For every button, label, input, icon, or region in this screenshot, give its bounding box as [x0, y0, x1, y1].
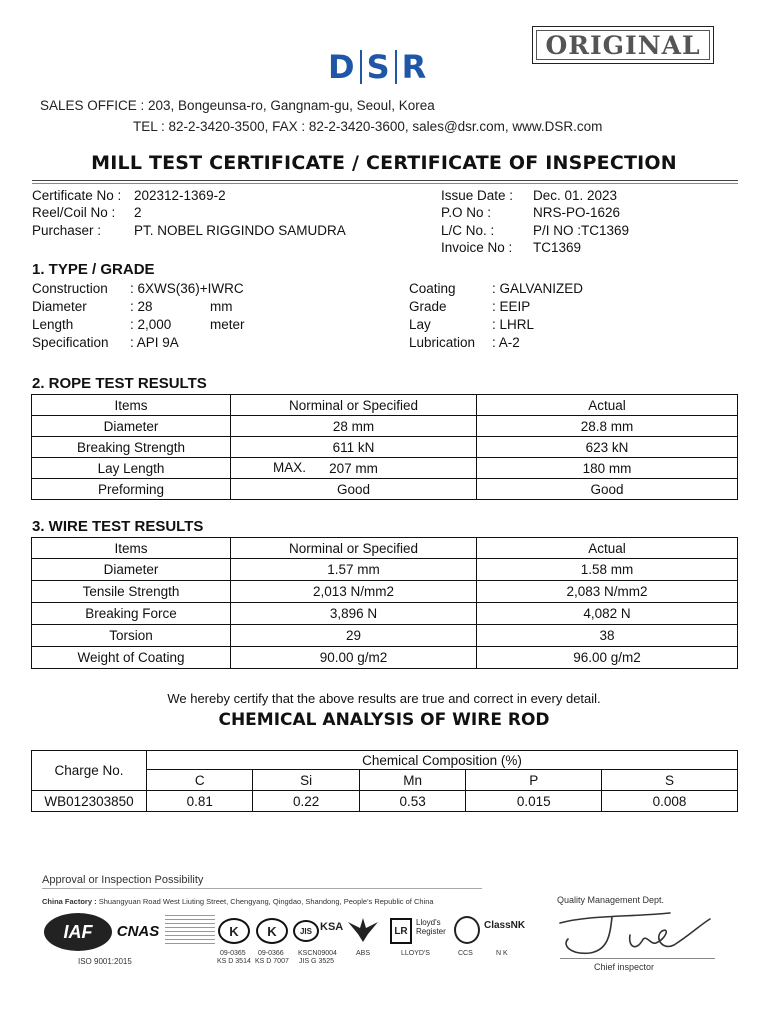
issue-date-label: Issue Date : [441, 188, 514, 203]
charge-no-value: WB012303850 [32, 791, 147, 812]
wire-spec: 2,013 N/mm2 [231, 581, 477, 603]
rope-actual: Good [477, 479, 738, 500]
iso-label: ISO 9001:2015 [78, 957, 132, 966]
construction-label: Construction [32, 281, 108, 296]
element-value: 0.53 [359, 791, 465, 812]
header-nominal: Norminal or Specified [231, 395, 477, 416]
footer-rule [42, 888, 482, 889]
specification-value: : API 9A [130, 335, 179, 350]
signature-line [560, 958, 715, 959]
lloyds-register-logo [390, 918, 412, 944]
iaf-logo [44, 913, 112, 951]
ks2-standard: KS D 7007 [255, 958, 289, 965]
composition-header: Chemical Composition (%) [147, 751, 738, 770]
rope-item: Preforming [32, 479, 231, 500]
table-header-row [32, 751, 738, 770]
logo-letter-r: R [401, 48, 427, 86]
rope-spec: 207 mm [329, 460, 378, 476]
element-header: Si [253, 770, 359, 791]
logo-letter-d: D [328, 48, 355, 86]
wire-spec: 1.57 mm [231, 559, 477, 581]
sales-office: SALES OFFICE : 203, Bongeunsa-ro, Gangnam-gu, Seoul, Korea [40, 98, 435, 113]
rope-spec: 611 kN [231, 437, 477, 458]
length-value: : 2,000 [130, 317, 172, 332]
type-grade-heading: 1. TYPE / GRADE [32, 261, 155, 278]
element-header: S [602, 770, 738, 791]
certificate-no-label: Certificate No : [32, 188, 122, 203]
wire-spec: 29 [231, 625, 477, 647]
wire-actual: 96.00 g/m2 [477, 647, 738, 669]
logo-divider [360, 50, 362, 84]
issue-date-value: Dec. 01. 2023 [533, 188, 618, 203]
rope-spec: 28 mm [231, 416, 477, 437]
lubrication-label: Lubrication [409, 335, 476, 350]
table-row [32, 479, 738, 500]
cnas-text: CNAS [116, 922, 160, 940]
po-no-label: P.O No : [441, 205, 492, 220]
table-row [32, 416, 738, 437]
purchaser-label: Purchaser : [32, 223, 102, 238]
classnk-logo: ClassNK [484, 920, 526, 931]
nk-label: N K [496, 950, 508, 957]
cnas-caption-icon [165, 915, 215, 945]
wire-actual: 4,082 N [477, 603, 738, 625]
table-row [32, 437, 738, 458]
lay-label: Lay [409, 317, 431, 332]
wire-test-table [31, 537, 738, 669]
jis-mark-icon [293, 920, 319, 942]
ks-mark-icon [256, 918, 288, 944]
wire-item: Diameter [32, 559, 231, 581]
rope-test-heading: 2. ROPE TEST RESULTS [32, 375, 207, 392]
grade-label: Grade [409, 299, 447, 314]
purchaser-value: PT. NOBEL RIGGINDO SAMUDRA [134, 223, 346, 238]
dsr-logo [328, 48, 426, 86]
chemical-table [31, 750, 738, 812]
abs-eagle-icon [346, 914, 380, 944]
ks-mark-icon [218, 918, 250, 944]
lloyds-lr-text: LR [394, 925, 408, 937]
lubrication-value: : A-2 [492, 335, 520, 350]
ks1-number: 09-0365 [220, 950, 246, 957]
header-items: Items [32, 538, 231, 559]
element-value: 0.008 [602, 791, 738, 812]
lloyds-register-text: Lloyd's Register [416, 918, 446, 936]
ksa-logo: KSA [320, 921, 344, 933]
element-header: C [147, 770, 253, 791]
rope-actual: 180 mm [477, 458, 738, 479]
wire-item: Breaking Force [32, 603, 231, 625]
element-header: P [466, 770, 602, 791]
title-rule [32, 183, 738, 184]
wire-spec: 90.00 g/m2 [231, 647, 477, 669]
abs-label: ABS [356, 950, 371, 957]
table-row [32, 559, 738, 581]
element-value: 0.015 [466, 791, 602, 812]
table-row [32, 458, 738, 479]
original-stamp [532, 26, 714, 64]
grade-value: : EEIP [492, 299, 531, 314]
wire-item: Torsion [32, 625, 231, 647]
logo-letter-s: S [366, 48, 390, 86]
ccs-label: CCS [458, 950, 473, 957]
lc-no-value: P/I NO :TC1369 [533, 223, 630, 238]
rope-actual: 623 kN [477, 437, 738, 458]
wire-spec: 3,896 N [231, 603, 477, 625]
rope-item: Lay Length [32, 458, 231, 479]
document-title: MILL TEST CERTIFICATE / CERTIFICATE OF INSPECTION [91, 152, 677, 174]
table-row [32, 791, 738, 812]
title-rule [32, 180, 738, 181]
header-actual: Actual [477, 395, 738, 416]
rope-item: Breaking Strength [32, 437, 231, 458]
invoice-no-value: TC1369 [533, 240, 582, 255]
rope-spec-prefix: MAX. [273, 460, 307, 475]
element-value: 0.81 [147, 791, 253, 812]
lloyds-label: LLOYD'S [401, 950, 430, 957]
table-header-row [32, 395, 738, 416]
diameter-value: : 28 [130, 299, 153, 314]
inspector-signature [550, 905, 720, 960]
jis-number: KSCN09004 [298, 950, 337, 957]
rope-actual: 28.8 mm [477, 416, 738, 437]
wire-item: Tensile Strength [32, 581, 231, 603]
qm-dept: Quality Management Dept. [557, 895, 665, 905]
construction-value: : 6XWS(36)+IWRC [130, 281, 244, 296]
charge-no-header: Charge No. [32, 751, 147, 791]
length-unit: meter [210, 317, 245, 332]
original-stamp-text: ORIGINAL [536, 30, 710, 60]
iaf-text: IAF [63, 921, 93, 942]
diameter-label: Diameter [32, 299, 87, 314]
po-no-value: NRS-PO-1626 [533, 205, 621, 220]
table-row [32, 647, 738, 669]
chemical-analysis-title: CHEMICAL ANALYSIS OF WIRE ROD [218, 710, 550, 730]
factory-label: China Factory : [42, 897, 97, 906]
element-value: 0.22 [253, 791, 359, 812]
coating-value: : GALVANIZED [492, 281, 584, 296]
table-row [32, 603, 738, 625]
chief-inspector-label: Chief inspector [594, 962, 655, 972]
wire-actual: 38 [477, 625, 738, 647]
header-nominal: Norminal or Specified [231, 538, 477, 559]
factory-line [42, 897, 434, 906]
diameter-unit: mm [210, 299, 233, 314]
logo-divider [395, 50, 397, 84]
length-label: Length [32, 317, 74, 332]
ks-mark-text: K [229, 923, 239, 939]
ks-mark-text: K [267, 923, 277, 939]
table-row [32, 581, 738, 603]
certify-statement: We hereby certify that the above results are true and correct in every detail. [167, 691, 601, 706]
ks2-number: 09-0366 [258, 950, 284, 957]
reel-coil-value: 2 [134, 205, 142, 220]
lc-no-label: L/C No. : [441, 223, 495, 238]
jis-text: JIS [299, 926, 312, 936]
table-row [32, 625, 738, 647]
header-actual: Actual [477, 538, 738, 559]
rope-test-table [31, 394, 738, 500]
wire-item: Weight of Coating [32, 647, 231, 669]
certificate-no-value: 202312-1369-2 [134, 188, 226, 203]
wire-actual: 1.58 mm [477, 559, 738, 581]
element-header: Mn [359, 770, 465, 791]
rope-spec-cell [231, 458, 477, 479]
factory-address: Shuangyuan Road West Liuting Street, Chengyang, Qingdao, Shandong, People's Republic of China [98, 897, 434, 906]
header-items: Items [32, 395, 231, 416]
ks1-standard: KS D 3514 [217, 958, 251, 965]
reel-coil-label: Reel/Coil No : [32, 205, 116, 220]
jis-standard: JIS G 3525 [299, 958, 335, 965]
approval-heading: Approval or Inspection Possibility [42, 874, 204, 886]
table-header-row [32, 538, 738, 559]
coating-label: Coating [409, 281, 456, 296]
wire-test-heading: 3. WIRE TEST RESULTS [32, 518, 204, 535]
cnas-logo [114, 918, 162, 944]
rope-spec: Good [231, 479, 477, 500]
contact-line: TEL : 82-2-3420-3500, FAX : 82-2-3420-3600, sales@dsr.com, www.DSR.com [133, 119, 603, 134]
lay-value: : LHRL [492, 317, 535, 332]
rope-item: Diameter [32, 416, 231, 437]
invoice-no-label: Invoice No : [441, 240, 513, 255]
ccs-emblem-icon [454, 916, 480, 944]
wire-actual: 2,083 N/mm2 [477, 581, 738, 603]
specification-label: Specification [32, 335, 109, 350]
